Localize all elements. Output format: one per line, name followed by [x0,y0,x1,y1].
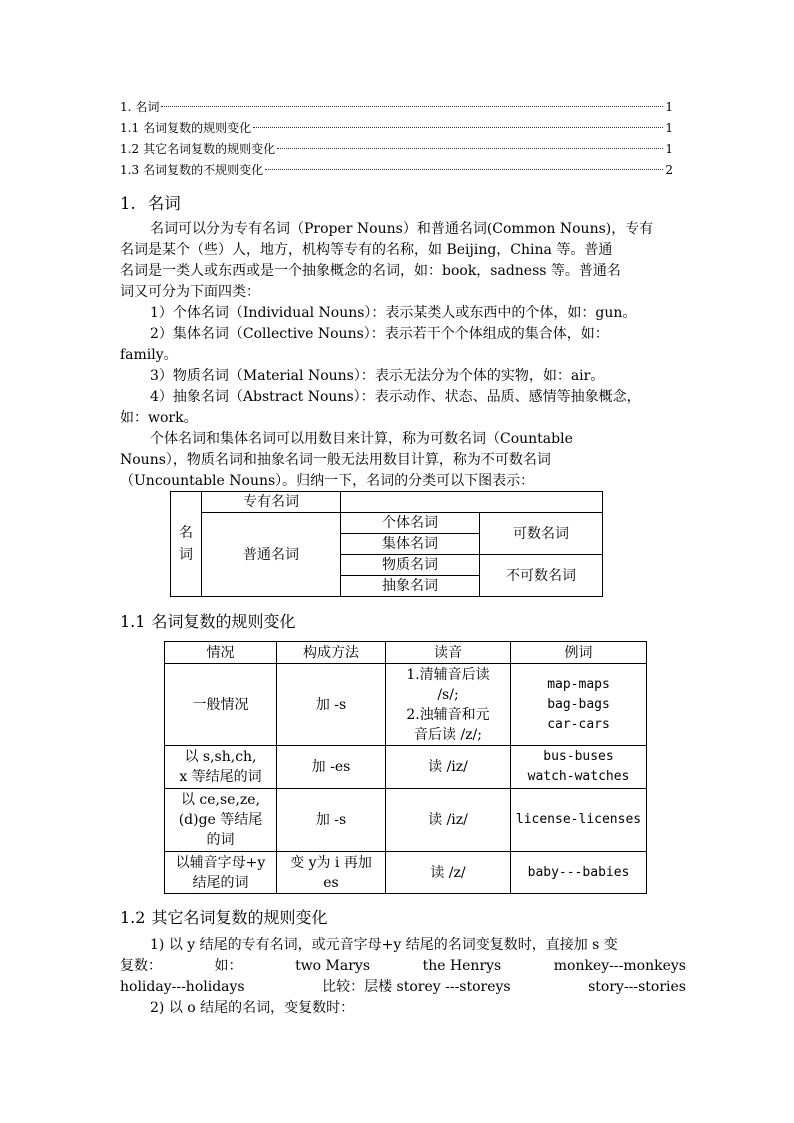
cell-line: bag-bags [547,696,610,712]
table-cell: 专有名词 [202,492,341,513]
table-row [165,789,647,852]
table-header-row [165,642,647,664]
section-body [120,935,686,1019]
cell-line: 1.清辅音后读 [406,666,490,683]
paragraph-line: 名词可以分为专有名词（Proper Nouns）和普通名词(Common Nouns)，专有 [150,221,654,237]
paragraph-line: 4）抽象名词（Abstract Nouns）：表示动作、状态、品质、感情等抽象概念， [150,389,641,405]
cell-line: license-licenses [515,812,642,827]
toc-entry[interactable] [120,139,673,160]
paragraph-line [120,956,686,977]
table-cell [277,852,386,894]
cell-line: 读 /iz/ [428,812,468,828]
text-run: 比较：层楼 storey ---storeys [322,979,511,995]
table-cell: 集体名词 [341,534,480,555]
table-cell [277,664,386,746]
cell-line: 以 ce,se,ze, [180,792,261,808]
cell-line: (d)ge 等结尾 [178,812,263,828]
cell-line: x 等结尾的词 [179,769,262,785]
paragraph-line: 如：work。 [120,410,198,426]
cell-line: 以 s,sh,ch, [184,749,257,765]
cell-line: 加 -s [315,812,347,828]
text-run: two Marys [295,958,371,974]
toc-number: 1.1 [120,121,140,135]
toc-number: 1.2 [120,142,140,156]
toc-leader [277,148,663,149]
table-cell: 个体名词 [341,513,480,534]
table-row [165,746,647,789]
toc-leader [265,169,663,170]
paragraph-line: 2）集体名词（Collective Nouns）：表示若干个个体组成的集合体，如： [150,326,609,342]
section-number: 1. [120,194,136,213]
paragraph-line: family。 [120,347,178,363]
table-cell [386,852,511,894]
section-number: 1.1 [120,612,146,631]
table-cell [386,746,511,789]
toc-title: 其它名词复数的规则变化 [143,142,276,156]
text-run: the Henrys [422,958,502,974]
cell-line: 读 /iz/ [428,759,468,775]
paragraph-line: 词又可分为下面四类： [120,284,260,300]
cell-line: map-maps [547,676,610,692]
table-row [165,852,647,894]
toc-number: 1.3 [120,163,140,177]
paragraph-line [120,977,686,998]
cell-line: bus-buses [543,749,614,764]
toc-title: 名词复数的规则变化 [143,121,252,135]
toc-entry[interactable] [120,97,673,118]
toc-page-number: 1 [665,142,673,156]
section-title: 其它名词复数的规则变化 [151,908,328,927]
cell-line: baby---babies [527,864,630,880]
cell-line: 加 -s [315,696,347,713]
cell-line: 音后读 /z/; [414,726,482,743]
toc-entry[interactable] [120,118,673,139]
paragraph-line: 1）个体名词（Individual Nouns）：表示某类人或东西中的个体，如：gun。 [150,305,637,321]
column-header: 例词 [511,642,647,664]
table-cell [386,664,511,746]
cell-line: 结尾的词 [192,874,249,891]
section-heading [120,190,181,214]
paragraph-line: 名词是某个（些）人，地方，机构等专有的名称，如 Beijing，China 等。普通 [120,242,613,258]
column-header: 构成方法 [277,642,386,664]
table-cell [277,746,386,789]
table-cell [511,789,647,852]
table-cell-empty [341,492,603,513]
text-run: 复数： [120,958,162,974]
column-header: 情况 [165,642,277,664]
toc-leader [253,127,663,128]
paragraph-line: 个体名词和集体名词可以用数目来计算，称为可数名词（Countable [150,431,573,447]
paragraph-line: （Uncountable Nouns）。归纳一下，名词的分类可以下图表示： [120,473,535,489]
cell-line: 一般情况 [192,696,249,713]
plural-rules-table [164,641,647,894]
table-cell: 可数名词 [480,513,603,555]
toc-page-number: 1 [665,100,673,114]
table-row [165,664,647,746]
paragraph-line: 3）物质名词（Material Nouns）：表示无法分为个体的实物，如：air。 [150,368,605,384]
table-cell [277,789,386,852]
cell-line: car-cars [547,716,610,732]
text-run: holiday---holidays [120,979,245,995]
section-title: 名词复数的规则变化 [151,612,296,631]
root-label: 名词 [179,525,193,563]
section-heading [120,609,295,632]
paragraph-line: 1) 以 y 结尾的专有名词，或元音字母+y 结尾的名词变复数时，直接加 s 变 [150,937,618,953]
toc-title: 名词复数的不规则变化 [143,163,264,177]
table-cell: 不可数名词 [480,555,603,597]
cell-line: 的词 [206,832,235,848]
table-cell [165,789,277,852]
table-cell [165,746,277,789]
paragraph-line: 名词是一类人或东西或是一个抽象概念的名词，如：book，sadness 等。普通名 [120,263,621,279]
noun-classification-table [170,491,603,597]
table-cell-root [171,492,202,597]
table-of-contents [120,97,673,181]
cell-line: watch-watches [527,769,630,784]
toc-leader [161,106,663,107]
cell-line: /s/; [437,686,459,703]
toc-entry[interactable] [120,160,673,181]
table-cell [511,664,647,746]
cell-line: 读 /z/ [430,864,466,881]
table-cell [511,852,647,894]
toc-page-number: 2 [665,163,673,177]
cell-line: 加 -es [311,759,351,775]
cell-line: 变 y为 i 再加 [290,854,372,871]
paragraph-line: 2) 以 o 结尾的名词，变复数时： [150,1000,355,1016]
section-heading [120,905,327,928]
table-cell: 抽象名词 [341,576,480,597]
table-cell [165,664,277,746]
cell-line: es [323,874,339,891]
table-cell [386,789,511,852]
section-body [120,219,676,492]
toc-page-number: 1 [665,121,673,135]
section-number: 1.2 [120,908,146,927]
text-run: story---stories [588,979,686,995]
toc-number: 1. [120,100,132,114]
paragraph-line: Nouns），物质名词和抽象名词一般无法用数目计算，称为不可数名词 [120,452,551,468]
toc-title: 名词 [135,100,160,114]
section-title: 名词 [147,194,181,213]
cell-line: 以辅音字母+y [175,854,266,871]
text-run: monkey---monkeys [553,958,686,974]
cell-line: 2.浊辅音和元 [406,706,490,723]
table-cell: 物质名词 [341,555,480,576]
table-cell [165,852,277,894]
text-run: 如： [214,958,243,974]
table-cell [511,746,647,789]
table-cell: 普通名词 [202,513,341,597]
column-header: 读音 [386,642,511,664]
